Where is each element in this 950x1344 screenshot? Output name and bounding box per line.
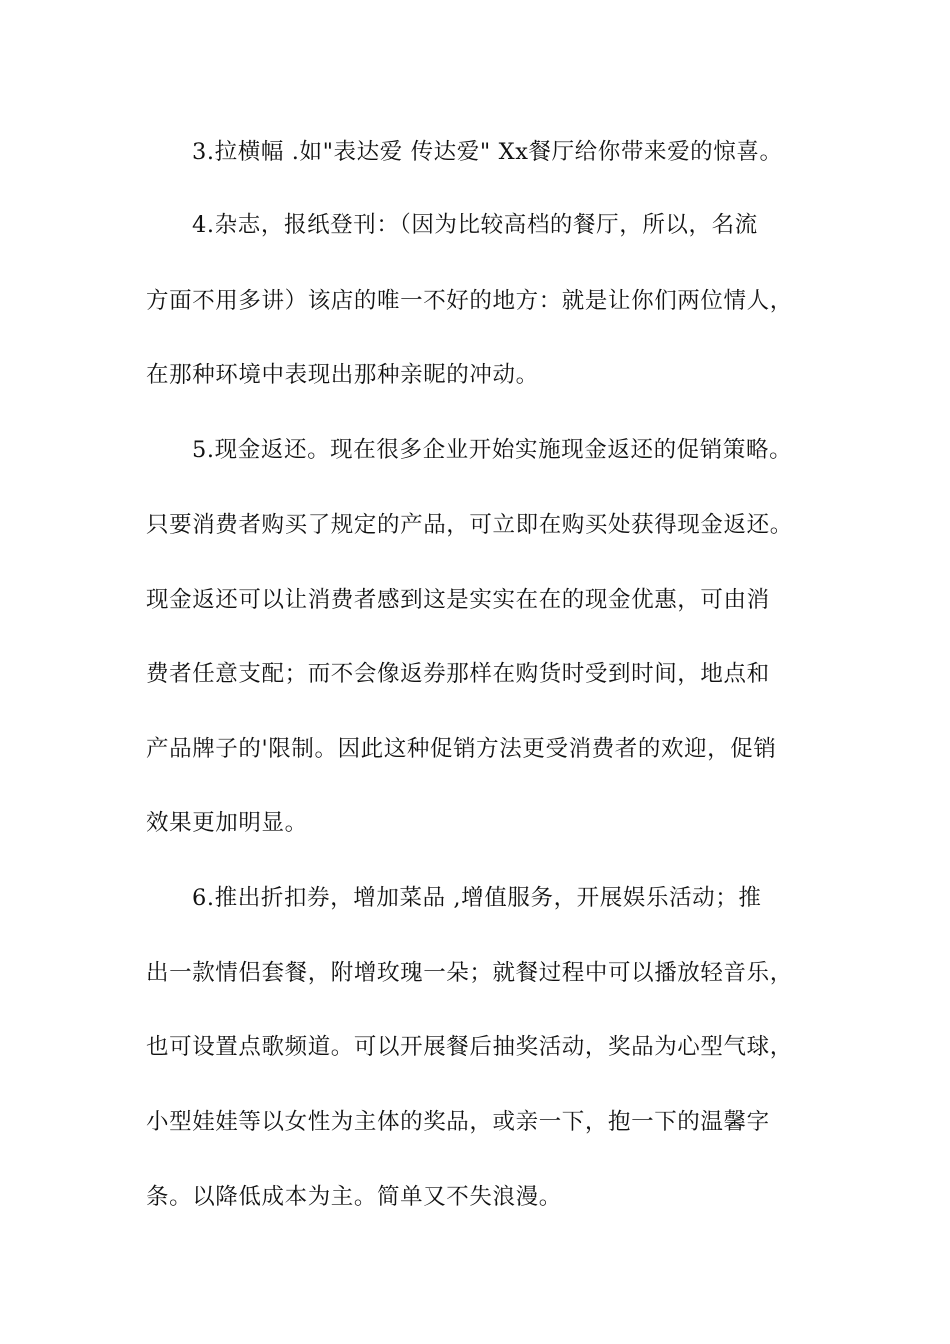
text-line: 方面不用多讲）该店的唯一不好的地方：就是让你们两位情人，	[146, 288, 793, 314]
text-line: 产品牌子的'限制。因此这种促销方法更受消费者的欢迎，促销	[146, 736, 777, 762]
text-line: 费者任意支配；而不会像返券那样在购货时受到时间，地点和	[146, 661, 770, 687]
text-line: 也可设置点歌频道。可以开展餐后抽奖活动，奖品为心型气球，	[146, 1034, 793, 1060]
text-line: 出一款情侣套餐，附增玫瑰一朵；就餐过程中可以播放轻音乐，	[146, 960, 793, 986]
text-line: 条。以降低成本为主。简单又不失浪漫。	[146, 1184, 562, 1210]
text-line: 在那种环境中表现出那种亲昵的冲动。	[146, 362, 539, 388]
text-line: 现金返还可以让消费者感到这是实实在在的现金优惠，可由消	[146, 587, 770, 613]
text-line: 3.拉横幅 .如"表达爱 传达爱" Xx餐厅给你带来爱的惊喜。	[192, 139, 783, 165]
text-line: 5.现金返还。现在很多企业开始实施现金返还的促销策略。	[192, 437, 793, 463]
text-line: 小型娃娃等以女性为主体的奖品，或亲一下，抱一下的温馨字	[146, 1109, 770, 1135]
text-line: 4.杂志，报纸登刊：（因为比较高档的餐厅，所以，名流	[192, 212, 758, 238]
text-line: 效果更加明显。	[146, 810, 308, 836]
text-line: 只要消费者购买了规定的产品，可立即在购买处获得现金返还。	[146, 512, 793, 538]
text-line: 6.推出折扣券，增加菜品 ,增值服务，开展娱乐活动；推	[192, 885, 762, 911]
